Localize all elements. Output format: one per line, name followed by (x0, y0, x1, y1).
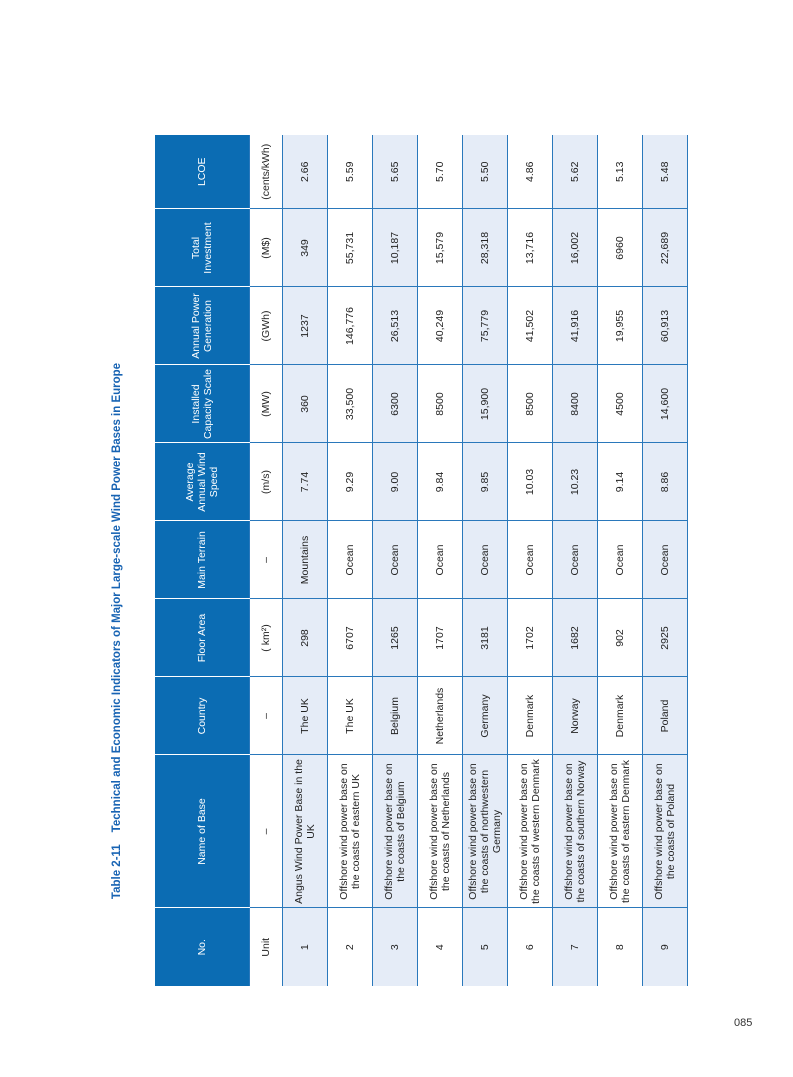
unit-cell: (cents/kWh) (250, 135, 283, 209)
table-cell: 15,579 (418, 209, 463, 287)
table-cell: 10.23 (553, 443, 598, 521)
unit-cell: ( km²) (250, 599, 283, 677)
column-header: No. (155, 908, 250, 986)
table-cell: 8.86 (643, 443, 688, 521)
table-cell: 9.29 (328, 443, 373, 521)
table-cell: 1265 (373, 599, 418, 677)
table-row (508, 135, 553, 986)
table-cell: 26,513 (373, 287, 418, 365)
table-cell: Offshore wind power base on the coasts of eastern Denmark (598, 755, 643, 908)
table-cell: 9.14 (598, 443, 643, 521)
table-cell: 13,716 (508, 209, 553, 287)
table-cell: 33,500 (328, 365, 373, 443)
table-cell: 60,913 (643, 287, 688, 365)
table-cell: Norway (553, 677, 598, 755)
table-cell: 8400 (553, 365, 598, 443)
table-cell: Netherlands (418, 677, 463, 755)
table-cell: Ocean (598, 521, 643, 599)
table-cell: Ocean (463, 521, 508, 599)
table-cell: Ocean (508, 521, 553, 599)
table-cell: 1707 (418, 599, 463, 677)
table-cell: 298 (283, 599, 328, 677)
table-cell: Offshore wind power base on the coasts of Netherlands (418, 755, 463, 908)
column-header: Floor Area (155, 599, 250, 677)
table-cell: Offshore wind power base on the coasts of Poland (643, 755, 688, 908)
table-cell: 5.70 (418, 135, 463, 209)
table-cell: 8500 (508, 365, 553, 443)
table-cell: 5.62 (553, 135, 598, 209)
table-cell: 10.03 (508, 443, 553, 521)
rotated-table-block (100, 143, 677, 986)
table-cell: 7.74 (283, 443, 328, 521)
table-row (373, 135, 418, 986)
table-cell: 6960 (598, 209, 643, 287)
table-cell: 22,689 (643, 209, 688, 287)
unit-cell: (GWh) (250, 287, 283, 365)
table-cell: 1 (283, 908, 328, 986)
table-cell: Offshore wind power base on the coasts of western Denmark (508, 755, 553, 908)
table-header-row (155, 135, 250, 986)
table-cell: 6300 (373, 365, 418, 443)
table-cell: Offshore wind power base on the coasts of eastern UK (328, 755, 373, 908)
table-cell: 40,249 (418, 287, 463, 365)
column-header: Annual Power Generation (155, 287, 250, 365)
column-header: Country (155, 677, 250, 755)
table-cell: 6 (508, 908, 553, 986)
table-cell: 5.59 (328, 135, 373, 209)
table-cell: 360 (283, 365, 328, 443)
table-cell: 16,002 (553, 209, 598, 287)
table-cell: 4.86 (508, 135, 553, 209)
table-cell: 5.13 (598, 135, 643, 209)
unit-cell: – (250, 755, 283, 908)
table-cell: Ocean (553, 521, 598, 599)
table-cell: Germany (463, 677, 508, 755)
table-caption-number: Table 2-11 (111, 844, 123, 900)
table-cell: 5.50 (463, 135, 508, 209)
table-row (643, 135, 688, 986)
table-cell: 4500 (598, 365, 643, 443)
table-cell: Angus Wind Power Base in the UK (283, 755, 328, 908)
table-cell: 2.66 (283, 135, 328, 209)
table-cell: 8 (598, 908, 643, 986)
table-cell: Poland (643, 677, 688, 755)
table-cell: 75,779 (463, 287, 508, 365)
table-cell: 5 (463, 908, 508, 986)
table-row (598, 135, 643, 986)
table-cell: 9 (643, 908, 688, 986)
column-header: Name of Base (155, 755, 250, 908)
unit-cell: – (250, 521, 283, 599)
table-cell: 8500 (418, 365, 463, 443)
table-caption-title: Technical and Economic Indicators of Major Large-scale Wind Power Bases in Europe (111, 362, 123, 833)
table-cell: 15,900 (463, 365, 508, 443)
table-cell: Ocean (328, 521, 373, 599)
table-cell: 5.48 (643, 135, 688, 209)
table-cell: Ocean (643, 521, 688, 599)
unit-cell: (MW) (250, 365, 283, 443)
table-cell: 9.00 (373, 443, 418, 521)
table-cell: Denmark (598, 677, 643, 755)
unit-cell: (m/s) (250, 443, 283, 521)
table-caption (100, 276, 135, 986)
table-cell: The UK (328, 677, 373, 755)
table-cell: 2925 (643, 599, 688, 677)
table-cell: Belgium (373, 677, 418, 755)
column-header: Installed Capacity Scale (155, 365, 250, 443)
unit-cell: – (250, 677, 283, 755)
table-cell: 2 (328, 908, 373, 986)
table-cell: Ocean (373, 521, 418, 599)
table-row (463, 135, 508, 986)
wind-bases-table (155, 135, 688, 986)
table-cell: 9.84 (418, 443, 463, 521)
table-cell: Mountains (283, 521, 328, 599)
table-cell: The UK (283, 677, 328, 755)
table-cell: 14,600 (643, 365, 688, 443)
table-unit-row (250, 135, 283, 986)
table-cell: 9.85 (463, 443, 508, 521)
table-cell: 349 (283, 209, 328, 287)
table-row (328, 135, 373, 986)
table-cell: 146,776 (328, 287, 373, 365)
column-header: Total Investment (155, 209, 250, 287)
table-cell: 7 (553, 908, 598, 986)
table-cell: Offshore wind power base on the coasts of northwestern Germany (463, 755, 508, 908)
table-cell: 6707 (328, 599, 373, 677)
table-cell: 41,916 (553, 287, 598, 365)
table-body (250, 135, 688, 986)
table-cell: 4 (418, 908, 463, 986)
column-header: Main Terrain (155, 521, 250, 599)
table-cell: Ocean (418, 521, 463, 599)
table-cell: 3 (373, 908, 418, 986)
table-cell: 10,187 (373, 209, 418, 287)
table-cell: 55,731 (328, 209, 373, 287)
table-cell: Offshore wind power base on the coasts of Belgium (373, 755, 418, 908)
table-cell: 1237 (283, 287, 328, 365)
table-row (283, 135, 328, 986)
column-header: LCOE (155, 135, 250, 209)
table-cell: 1682 (553, 599, 598, 677)
table-cell: 5.65 (373, 135, 418, 209)
table-cell: 41,502 (508, 287, 553, 365)
table-row (553, 135, 598, 986)
unit-cell: (M$) (250, 209, 283, 287)
page-number: 085 (734, 1017, 753, 1029)
table-cell: 3181 (463, 599, 508, 677)
table-cell: 28,318 (463, 209, 508, 287)
table-cell: Offshore wind power base on the coasts of southern Norway (553, 755, 598, 908)
table-cell: 1702 (508, 599, 553, 677)
table-cell: 902 (598, 599, 643, 677)
table-cell: 19,955 (598, 287, 643, 365)
table-row (418, 135, 463, 986)
unit-cell: Unit (250, 908, 283, 986)
column-header: Average Annual Wind Speed (155, 443, 250, 521)
table-cell: Denmark (508, 677, 553, 755)
